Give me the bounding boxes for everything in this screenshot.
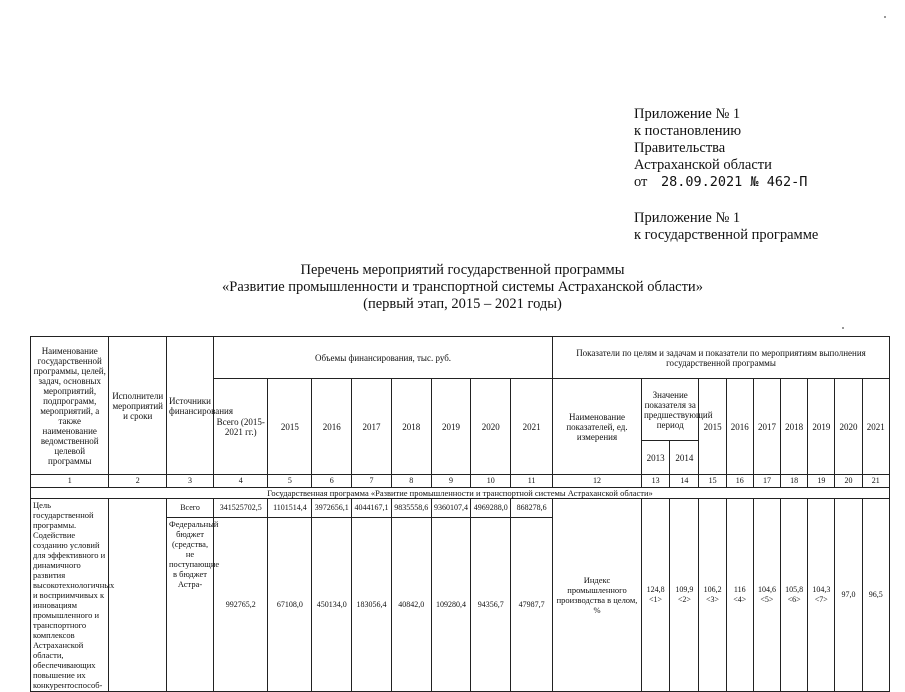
prev-value: 124,8 <1> [641,499,669,692]
column-number: 2 [109,475,167,488]
indicator-value: 105,8 <6> [781,499,808,692]
header-ind-year: 2019 [808,379,835,475]
total-value: 9360107,4 [431,499,471,518]
date-prefix: от [634,174,648,190]
annex-program [634,210,818,244]
header-prev-year: 2013 [641,441,669,475]
goal-description: Цель государственной программы. Содействие созданию условий для эффективного и динамичного развития высокотехнологичных и восприимчивых к инновациям промышленного и транспортного комплексов Астраханской области, обеспечивающих повышение их конкурентоспособ- [31,499,109,692]
indicator-value: 104,3 <7> [808,499,835,692]
scan-speck [884,16,886,18]
header-fund-year: 2017 [352,379,392,475]
indicator-value: 106,2 <3> [699,499,726,692]
header-indicator-name: Наименование показателей, ед. измерения [553,379,642,475]
header-sources: Источники финансирования [166,337,213,475]
total-value: 1101514,4 [268,499,312,518]
annex-decree [634,106,807,191]
header-prev-period: Значение показателя за предшествующий период [641,379,699,441]
total-value: 3972656,1 [312,499,352,518]
column-number: 3 [166,475,213,488]
header-executors: Исполнители мероприятий и сроки [109,337,167,475]
annex-decree-line: Приложение № 1 [634,106,741,122]
scan-speck [842,327,844,329]
indicator-label: Индекс промышленного производства в целом, % [553,499,642,692]
federal-value: 450134,0 [312,518,352,692]
header-ind-year: 2017 [753,379,780,475]
header-ind-year: 2020 [835,379,862,475]
source-total: Всего [166,499,213,518]
column-number: 19 [808,475,835,488]
column-number: 11 [511,475,553,488]
column-number: 4 [214,475,268,488]
header-ind-year: 2016 [726,379,753,475]
header-fund-year: 2016 [312,379,352,475]
federal-value: 94356,7 [471,518,511,692]
indicator-value: 116 <4> [726,499,753,692]
header-fund-year: 2015 [268,379,312,475]
total-value: 4044167,1 [352,499,392,518]
column-number: 13 [641,475,669,488]
column-number: 12 [553,475,642,488]
header-fund-year: 2019 [431,379,471,475]
total-value: 868278,6 [511,499,553,518]
header-fund-year: 2020 [471,379,511,475]
annex-program-line: Приложение № 1 [634,210,741,226]
column-number: 9 [431,475,471,488]
annex-decree-line: к постановлению [634,123,742,139]
executors-cell [109,499,167,692]
indicator-value: 104,6 <5> [753,499,780,692]
total-value: 341525702,5 [214,499,268,518]
federal-value: 109280,4 [431,518,471,692]
column-number: 18 [781,475,808,488]
header-fund-year: 2021 [511,379,553,475]
column-number: 10 [471,475,511,488]
column-number: 5 [268,475,312,488]
indicator-value: 96,5 [862,499,889,692]
header-funding: Объемы финансирования, тыс. руб. [214,337,553,379]
header-name: Наименование государственной программы, целей, задач, основных мероприятий, подпрограмм, мероприятий, а также наименование ведомственной целевой программы [31,337,109,475]
document-title [150,262,775,313]
header-ind-year: 2015 [699,379,726,475]
column-number: 21 [862,475,889,488]
source-federal: Федеральный бюджет (средства, не поступающие в бюджет Астра- [166,518,213,692]
header-total: Всего (2015-2021 гг.) [214,379,268,475]
federal-value: 183056,4 [352,518,392,692]
annex-decree-line: Правительства [634,140,726,156]
federal-value: 992765,2 [214,518,268,692]
header-indicators: Показатели по целям и задачам и показатели по мероприятиям выполнения государственной программы [553,337,890,379]
annex-program-line: к государственной программе [634,227,819,243]
date-value: 28.09.2021 № 462-П [661,174,808,190]
title-line: Перечень мероприятий государственной программы [300,262,625,278]
header-prev-year: 2014 [670,441,699,475]
federal-value: 67108,0 [268,518,312,692]
total-value: 4969288,0 [471,499,511,518]
indicator-value: 97,0 [835,499,862,692]
header-fund-year: 2018 [391,379,431,475]
column-number: 15 [699,475,726,488]
title-line: «Развитие промышленности и транспортной системы Астраханской области» [222,279,703,295]
title-line: (первый этап, 2015 – 2021 годы) [363,296,562,312]
federal-value: 40842,0 [391,518,431,692]
header-ind-year: 2018 [781,379,808,475]
column-number: 6 [312,475,352,488]
header-ind-year: 2021 [862,379,889,475]
annex-decree-date [634,174,807,191]
annex-decree-line: Астраханской области [634,157,772,173]
total-value: 9835558,6 [391,499,431,518]
column-number: 14 [670,475,699,488]
federal-value: 47987,7 [511,518,553,692]
column-number: 8 [391,475,431,488]
column-number: 1 [31,475,109,488]
measures-table [30,336,890,692]
column-number: 17 [753,475,780,488]
column-number: 16 [726,475,753,488]
program-banner: Государственная программа «Развитие промышленности и транспортной системы Астраханской области» [31,488,890,499]
column-number: 7 [352,475,392,488]
column-number: 20 [835,475,862,488]
prev-value: 109,9 <2> [670,499,699,692]
